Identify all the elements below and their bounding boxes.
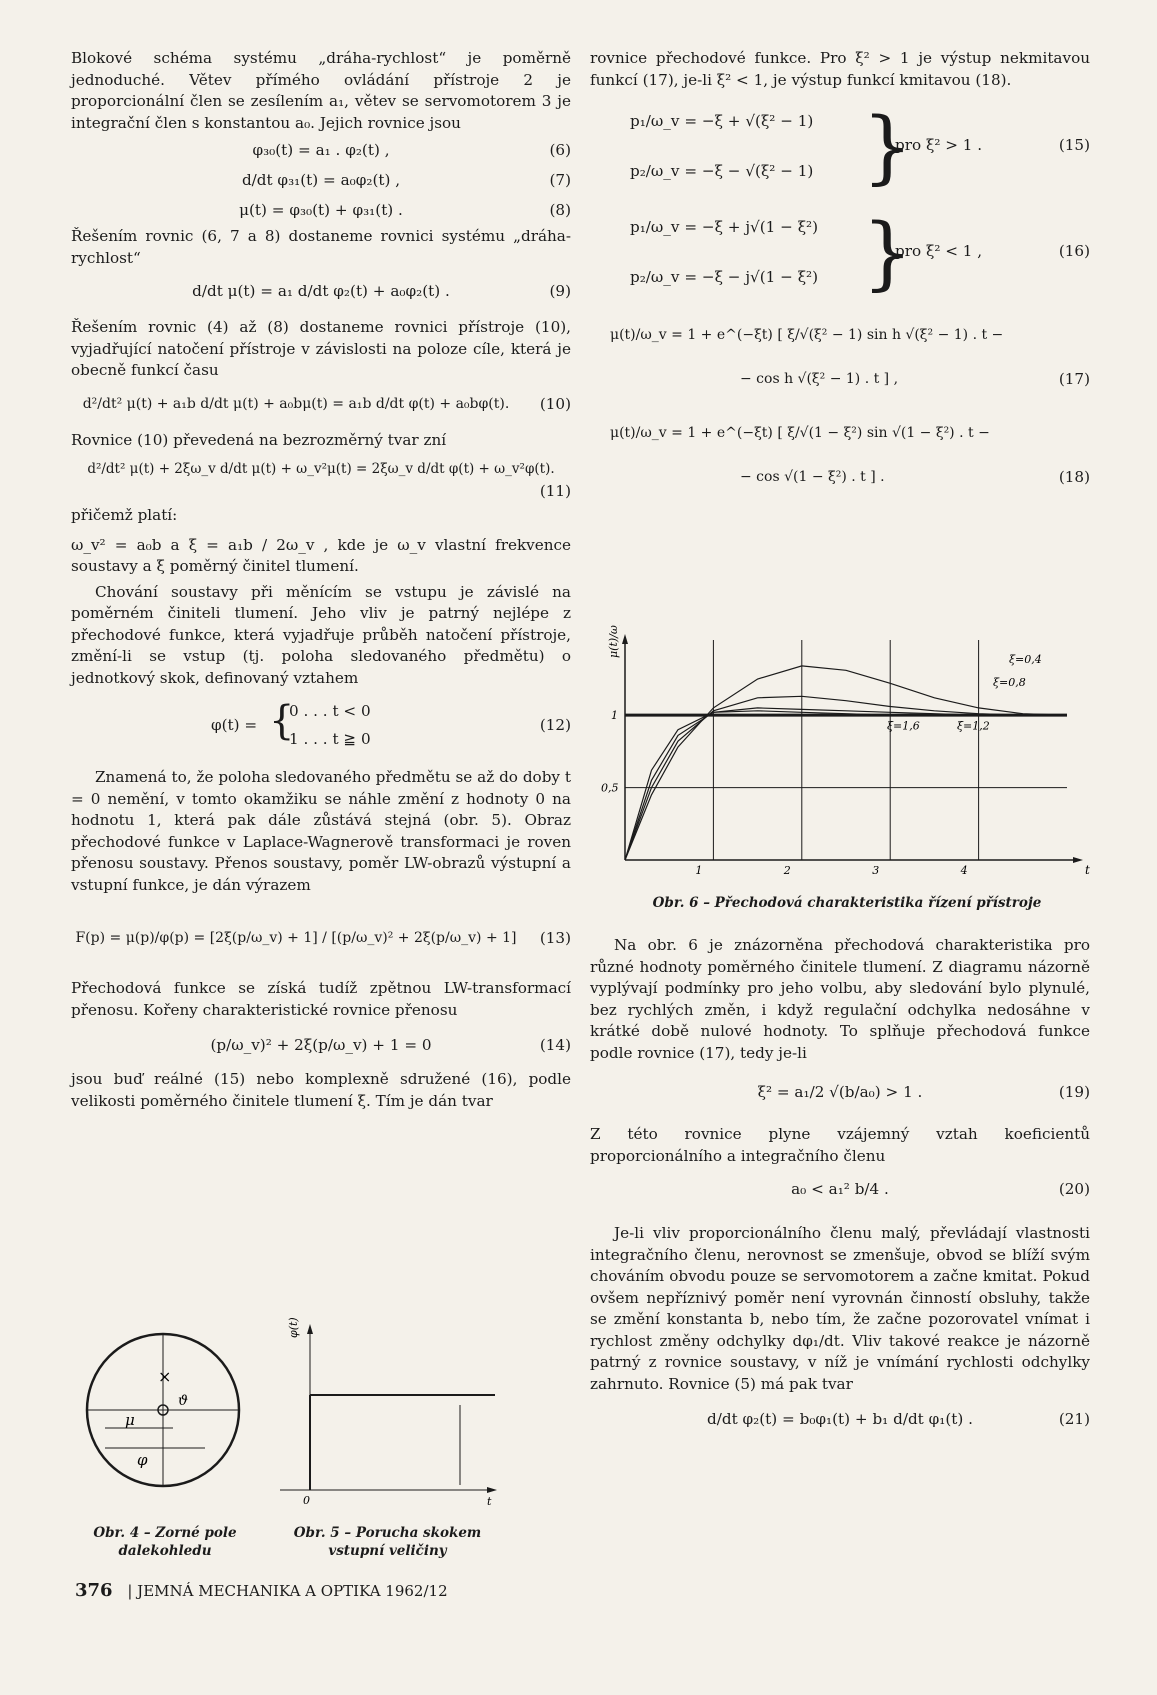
page-number: 376 bbox=[75, 1580, 113, 1601]
paragraph: Blokové schéma systému „dráha-rychlost“ je poměrně jednoduché. Větev přímého ovládání přístroje 2 je proporcionální člen se zesílením a₁, větev se servomotorem 3 je integrační člen s konstantou a₀. Jejich rovnice jsou bbox=[71, 49, 571, 132]
figure-4 bbox=[75, 1310, 255, 1560]
paragraph: přičemž platí: bbox=[71, 506, 178, 524]
equation-18: μ(t)/ω_v = 1 + e^(−ξt) [ ξ/√(1 − ξ²) sin √(1 − ξ²) . t − − cos √(1 − ξ²) . t ] . (18) bbox=[610, 425, 1090, 486]
figure-4-caption: Obr. 4 – Zorné pole dalekohledu bbox=[93, 1525, 237, 1559]
right-column-lower bbox=[590, 935, 1090, 1443]
y-tick-label: 1 bbox=[611, 709, 618, 723]
x-tick-label: 2 bbox=[783, 864, 791, 877]
paragraph: Chování soustavy při měnícím se vstupu je závislé na poměrném činiteli tlumení. Jeho vliv je patrný nejlépe z přechodové funkce, která vyjadřuje průběh natočení přístroje, změní-li se vstup (tj. poloha sledovaného předmětu) o jednotkový skok, definovaný vztahem bbox=[71, 582, 571, 687]
curve-label: ξ=1,6 bbox=[887, 719, 920, 733]
angle-label: ϑ bbox=[178, 1393, 189, 1409]
journal-name: | JEMNÁ MECHANIKA A OPTIKA 1962/12 bbox=[127, 1582, 448, 1600]
y-tick-label: 0,5 bbox=[601, 781, 619, 795]
x-axis-arrow bbox=[1073, 857, 1083, 863]
left-column bbox=[71, 48, 571, 1112]
equation-17: μ(t)/ω_v = 1 + e^(−ξt) [ ξ/√(ξ² − 1) sin h √(ξ² − 1) . t − − cos h √(ξ² − 1) . t ] , (17) bbox=[610, 327, 1090, 388]
equation-21: d/dt φ₂(t) = b₀φ₁(t) + b₁ d/dt φ₁(t) . (21) bbox=[707, 1410, 1090, 1428]
page-footer bbox=[75, 1580, 448, 1601]
equation-19: ξ² = a₁/2 √(b/a₀) > 1 . (19) bbox=[757, 1083, 1090, 1101]
equation-9: d/dt μ(t) = a₁ d/dt φ₂(t) + a₀φ₂(t) . (9) bbox=[192, 282, 571, 300]
paragraph: rovnice přechodové funkce. Pro ξ² > 1 je výstup nekmitavou funkcí (17), je-li ξ² < 1, je výstup funkcí kmitavou (18). bbox=[590, 49, 1090, 89]
curve-label: ξ=0,8 bbox=[993, 676, 1026, 690]
figure-5-caption: Obr. 5 – Porucha skokem vstupní veličiny bbox=[293, 1525, 482, 1559]
equation-14: (p/ω_v)² + 2ξ(p/ω_v) + 1 = 0 (14) bbox=[210, 1036, 571, 1054]
x-tick-label: 1 bbox=[695, 864, 703, 877]
phi-label: φ bbox=[137, 1451, 148, 1469]
equation-16: p₁/ω_v = −ξ + j√(1 − ξ²) p₂/ω_v = −ξ − j√(1 − ξ²) } pro ξ² < 1 , (16) bbox=[630, 206, 1090, 299]
equation-7: d/dt φ₃₁(t) = a₀φ₂(t) , (7) bbox=[241, 171, 571, 189]
equation-11: d²/dt² μ(t) + 2ξω_v d/dt μ(t) + ω_v²μ(t) = 2ξω_v d/dt φ(t) + ω_v²φ(t). (11) bbox=[87, 461, 571, 500]
right-column bbox=[590, 48, 1090, 507]
figure-6 bbox=[597, 625, 1097, 915]
paragraph: ω_v² = a₀b a ξ = a₁b / 2ω_v , kde je ω_v vlastní frekvence soustavy a ξ poměrný činitel tlumení. bbox=[71, 535, 571, 575]
equation-10: d²/dt² μ(t) + a₁b d/dt μ(t) + a₀bμ(t) = a₁b d/dt φ(t) + a₀bφ(t). (10) bbox=[82, 394, 571, 413]
equation-12: φ(t) = { 0 . . . t < 0 1 . . . t ≧ 0 (12) bbox=[211, 698, 571, 748]
equation-8: μ(t) = φ₃₀(t) + φ₃₁(t) . (8) bbox=[239, 201, 571, 219]
figure-5 bbox=[275, 1310, 500, 1560]
y-axis-arrow bbox=[622, 634, 628, 644]
paragraph: Rovnice (10) převedená na bezrozměrný tvar zní bbox=[71, 430, 447, 449]
telescope-field-diagram bbox=[75, 1310, 255, 1520]
mu-label: μ bbox=[125, 1411, 135, 1429]
fig5-y-label: φ(t) bbox=[287, 1317, 300, 1338]
paragraph: Znamená to, že poloha sledovaného předmětu se až do doby t = 0 nemění, v tomto okamžiku se náhle změní z hodnoty 0 na hodnotu 1, která pak dále zůstává stejná (obr. 5). Obraz přechodové funkce v Laplace-Wagnerově transformaci je roven přenosu soustavy. Přenos soustavy, poměr LW-obrazů výstupní a vstupní funkce, je dán výrazem bbox=[71, 768, 571, 894]
curve-label: ξ=1,2 bbox=[957, 719, 990, 733]
series-line bbox=[625, 708, 1067, 860]
paragraph: Na obr. 6 je znázorněna přechodová charakteristika pro různé hodnoty poměrného činitele tlumení. Z diagramu názorně vyplývají podmínky pro jeho volbu, aby sledování bylo plynulé, bez rychlých změn, i když regulační odchylka nedosáhne v krátké době nulové hodnoty. To splňuje přechodová funkce podle rovnice (17), tedy je-li bbox=[590, 936, 1090, 1062]
equation-6: φ₃₀(t) = a₁ . φ₂(t) , (6) bbox=[252, 141, 571, 159]
paragraph: Řešením rovnic (6, 7 a 8) dostaneme rovnici systému „dráha-rychlost“ bbox=[71, 227, 571, 267]
equation-20: a₀ < a₁² b/4 . (20) bbox=[791, 1180, 1090, 1198]
fig5-x-label: t bbox=[487, 1495, 492, 1508]
paragraph: Řešením rovnic (4) až (8) dostaneme rovnici přístroje (10), vyjadřující natočení přístroje v závislosti na poloze cíle, která je obecně funkcí času bbox=[71, 318, 571, 379]
curve-label: ξ=0,4 bbox=[1009, 653, 1042, 667]
paragraph: Přechodová funkce se získá tudíž zpětnou LW-transformací přenosu. Kořeny charakteristické rovnice přenosu bbox=[71, 979, 571, 1019]
svg-text:×: × bbox=[158, 1367, 172, 1386]
x-axis-label: t bbox=[1085, 863, 1090, 877]
fig5-origin-label: 0 bbox=[303, 1494, 310, 1507]
series-line bbox=[625, 696, 1067, 860]
series-line bbox=[625, 666, 1067, 860]
equation-15: p₁/ω_v = −ξ + √(ξ² − 1) p₂/ω_v = −ξ − √(ξ² − 1) } pro ξ² > 1 . (15) bbox=[630, 100, 1090, 193]
transient-characteristic-chart bbox=[597, 625, 1097, 890]
paragraph: Je-li vliv proporcionálního členu malý, převládají vlastnosti integračního členu, nerovnost se zmenšuje, obvod se blíží svým chováním obvodu pouze se servomotorem a začne kmitat. Pokud ovšem nepříznivý poměr není vyrovnán činností obsluhy, takže se změní konstanta b, nebo tím, že začne pozorovatel vnímat i rychlost změny odchylky dφ₁/dt. Vliv takové reakce je názorně patrný z rovnice soustavy, v níž je vnímání rychlosti odchylky zahrnuto. Rovnice (5) má pak tvar bbox=[590, 1224, 1090, 1393]
equation-13: F(p) = μ(p)/φ(p) = [2ξ(p/ω_v) + 1] / [(p/ω_v)² + 2ξ(p/ω_v) + 1] (13) bbox=[75, 929, 571, 947]
y-axis-label: μ(t)/ω_v bbox=[607, 625, 620, 658]
x-tick-label: 3 bbox=[872, 864, 880, 877]
paragraph: jsou buď reálné (15) nebo komplexně sdružené (16), podle velikosti poměrného činitele tlumení ξ. Tím je dán tvar bbox=[71, 1070, 571, 1110]
figure-6-caption: Obr. 6 – Přechodová charakteristika řízení přístroje bbox=[652, 895, 1042, 911]
step-input-plot bbox=[275, 1310, 500, 1520]
paragraph: Z této rovnice plyne vzájemný vztah koeficientů proporcionálního a integračního členu bbox=[590, 1125, 1090, 1165]
x-tick-label: 4 bbox=[960, 864, 968, 877]
